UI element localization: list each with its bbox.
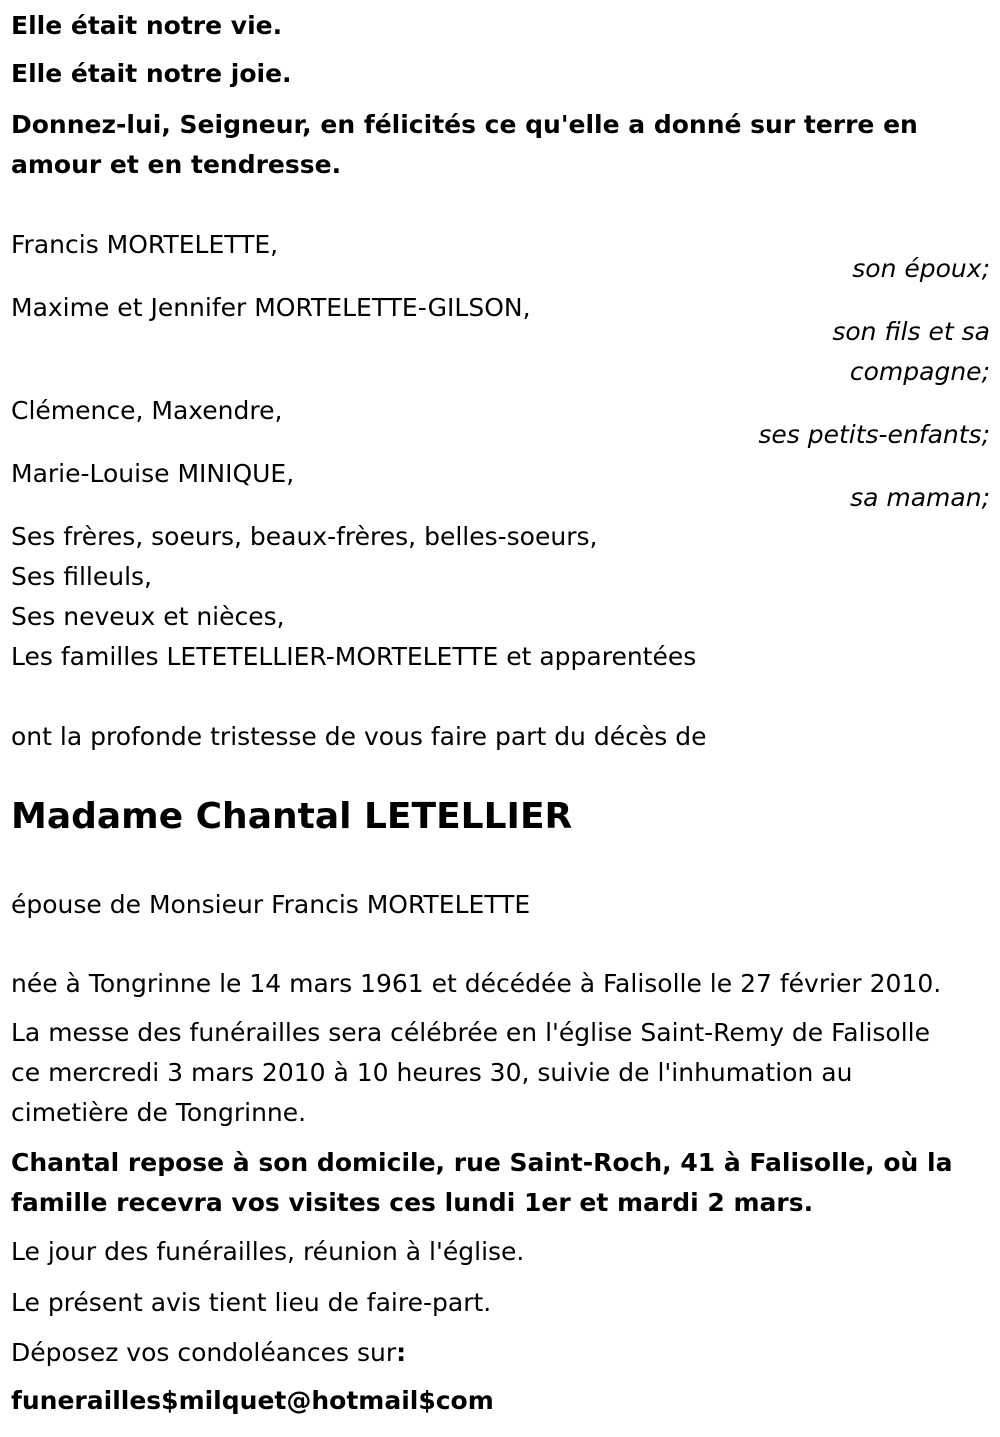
condolences-colon: : — [396, 1338, 407, 1367]
family-line-2: Ses filleuls, — [11, 562, 153, 591]
rest-line-a: Chantal repose à son domicile, rue Saint-Roch, 41 à Falisolle, où la — [11, 1148, 953, 1177]
spouse-role: son époux; — [852, 254, 990, 283]
son-role-a: son fils et sa — [832, 317, 990, 346]
mass-line-a: La messe des funérailles sera célébrée en l'église Saint-Remy de Falisolle — [11, 1018, 930, 1047]
son-name: Maxime et Jennifer MORTELETTE-GILSON, — [11, 293, 531, 322]
condolences-label-text: Déposez vos condoléances sur — [11, 1338, 397, 1367]
condolences-address: funerailles$milquet@hotmail$com — [11, 1386, 494, 1415]
intro-line-3b: amour et en tendresse. — [11, 150, 342, 179]
son-role-b: compagne; — [849, 357, 990, 386]
family-line-1: Ses frères, soeurs, beaux-frères, belles-soeurs, — [11, 522, 598, 551]
rest-line-b: famille recevra vos visites ces lundi 1er et mardi 2 mars. — [11, 1188, 814, 1217]
mass-line-b: ce mercredi 3 mars 2010 à 10 heures 30, suivie de l'inhumation au — [11, 1058, 853, 1087]
spouse-name: Francis MORTELETTE, — [11, 230, 279, 259]
family-line-4: Les familles LETETELLIER-MORTELETTE et apparentées — [11, 642, 697, 671]
intro-line-3a: Donnez-lui, Seigneur, en félicités ce qu'elle a donné sur terre en — [11, 110, 918, 139]
condolences-label — [11, 1333, 406, 1373]
intro-line-2: Elle était notre joie. — [11, 59, 292, 88]
deceased-name: Madame Chantal LETELLIER — [11, 796, 573, 837]
mother-name: Marie-Louise MINIQUE, — [11, 459, 295, 488]
grandchildren-name: Clémence, Maxendre, — [11, 396, 283, 425]
intro-line-1: Elle était notre vie. — [11, 11, 283, 40]
meeting-line: Le jour des funérailles, réunion à l'église. — [11, 1237, 525, 1266]
grandchildren-role: ses petits-enfants; — [758, 420, 990, 449]
mother-role: sa maman; — [850, 483, 990, 512]
family-line-3: Ses neveux et nièces, — [11, 602, 285, 631]
mass-line-c: cimetière de Tongrinne. — [11, 1098, 307, 1127]
notice-line: Le présent avis tient lieu de faire-part. — [11, 1288, 492, 1317]
deceased-dates: née à Tongrinne le 14 mars 1961 et décédée à Falisolle le 27 février 2010. — [11, 969, 942, 998]
announcement: ont la profonde tristesse de vous faire part du décès de — [11, 722, 707, 751]
deceased-spouse-of: épouse de Monsieur Francis MORTELETTE — [11, 890, 531, 919]
